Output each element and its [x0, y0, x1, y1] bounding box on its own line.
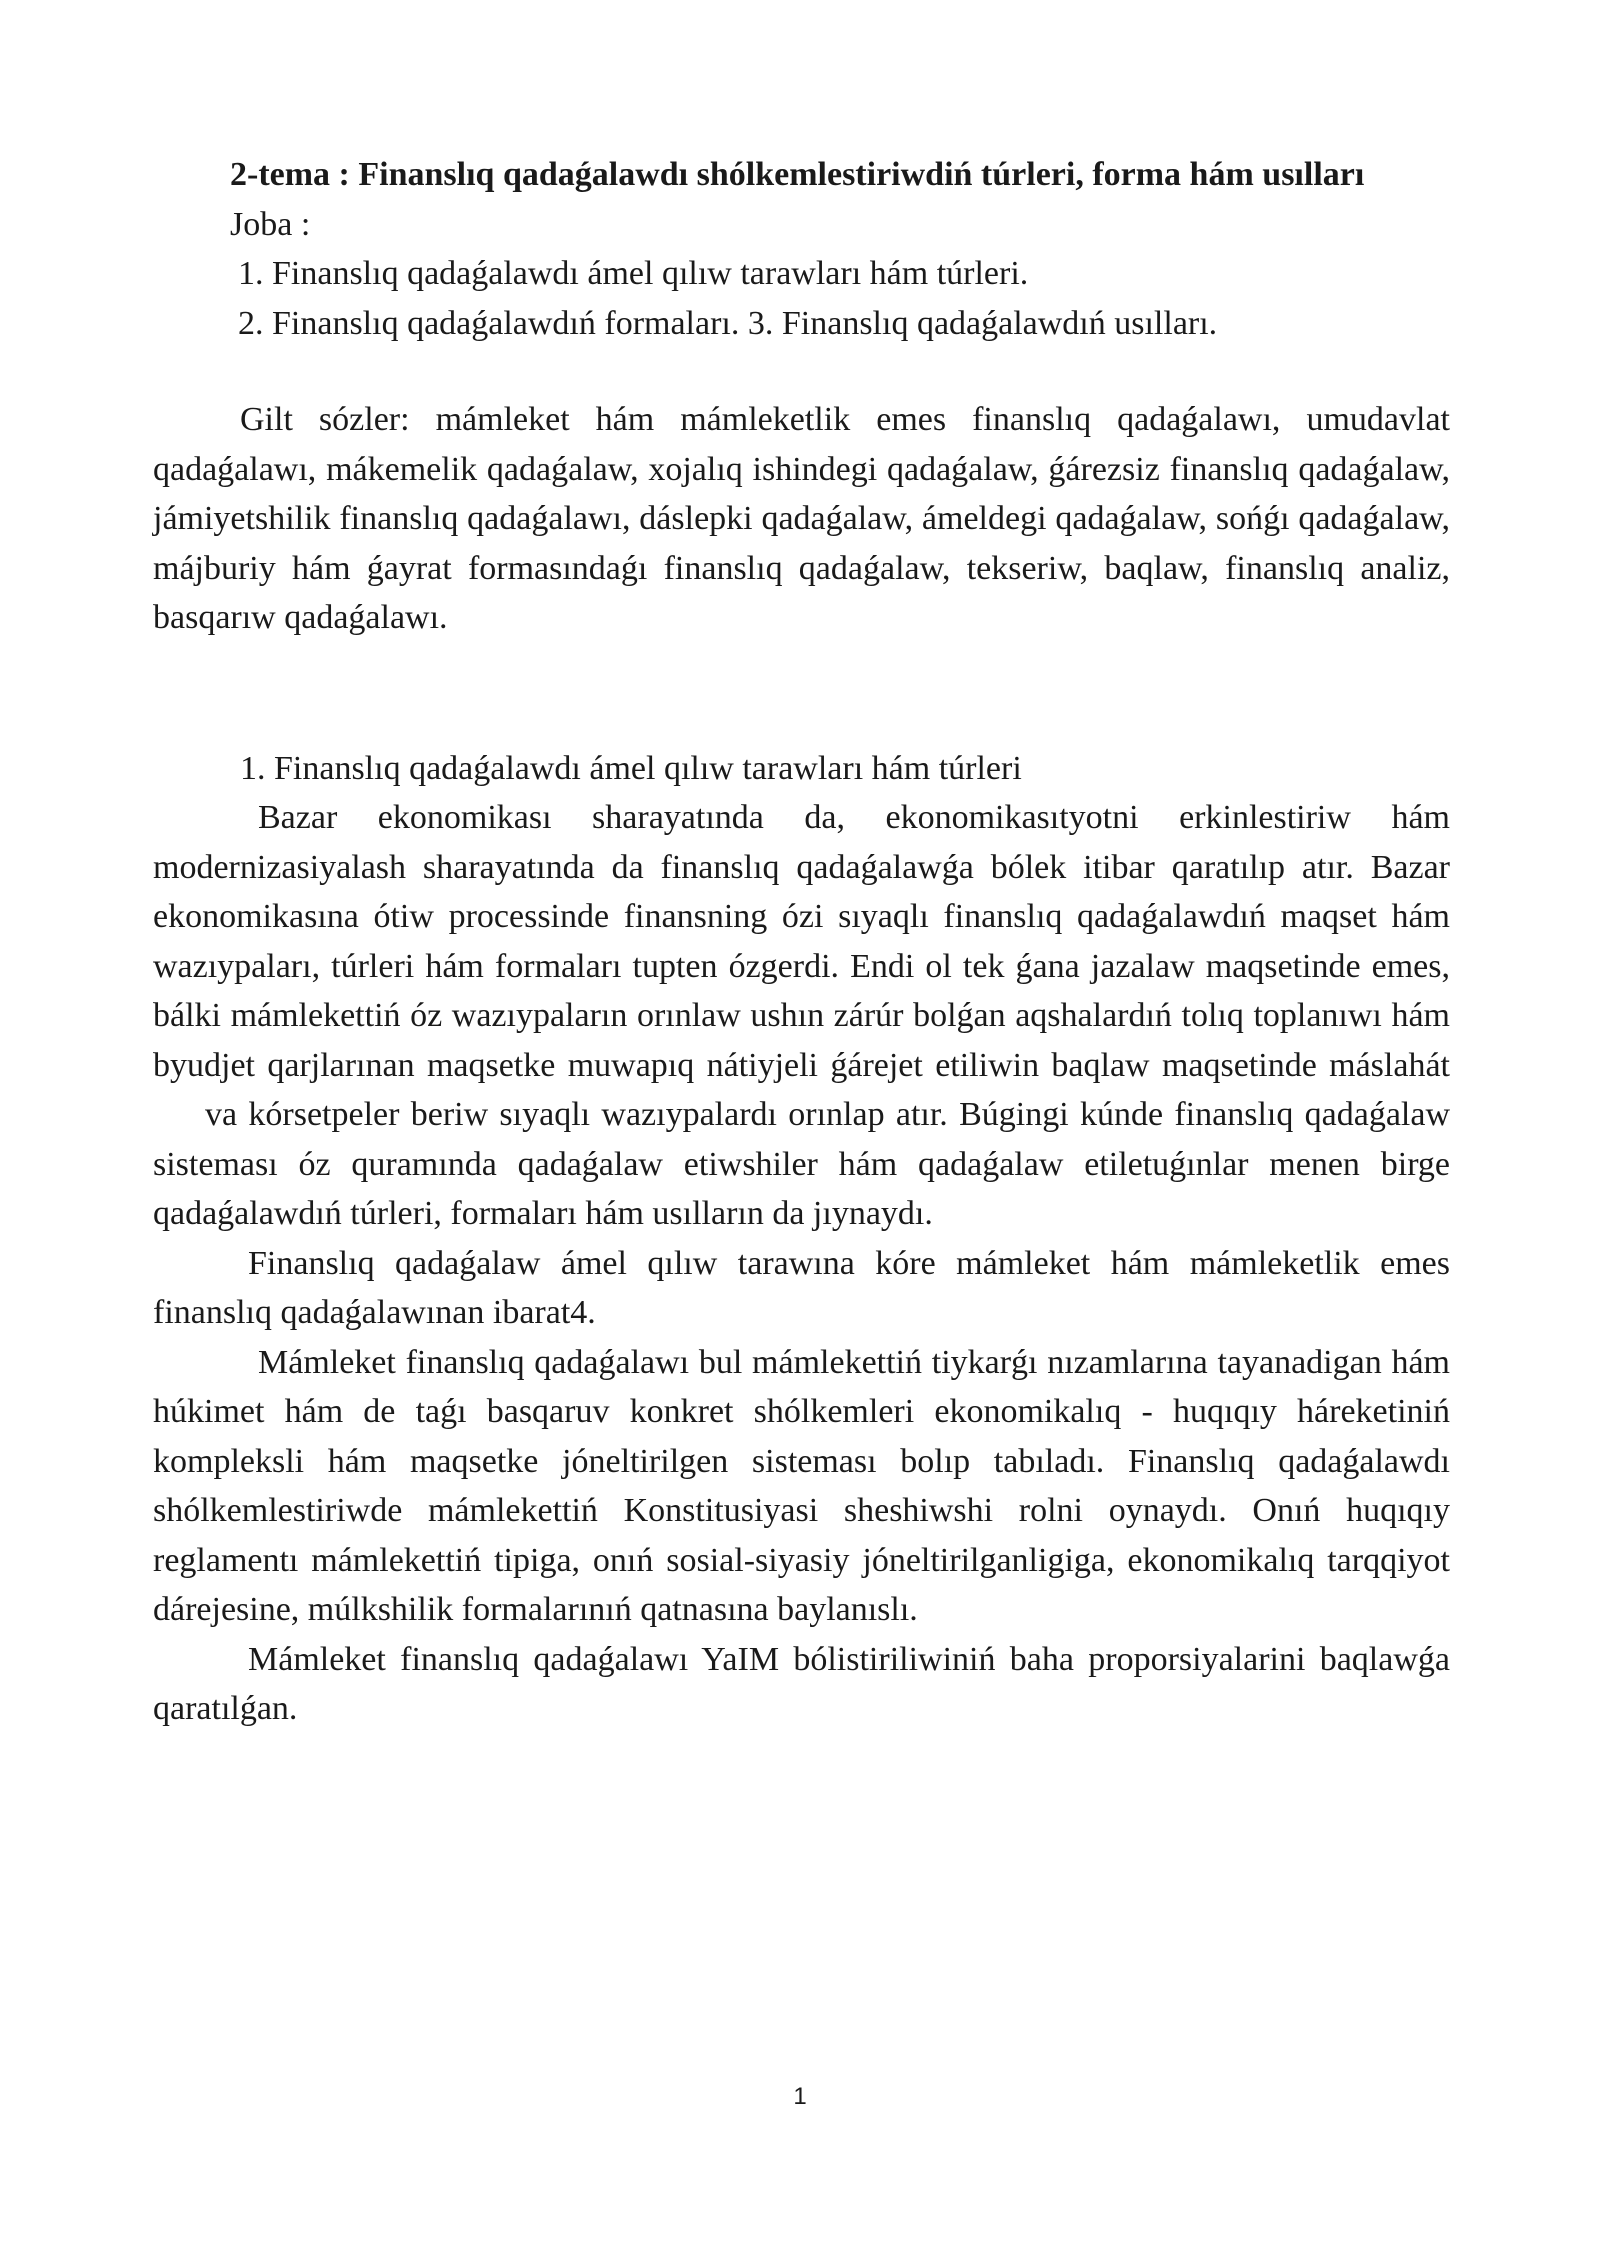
- body-paragraph-1-part-a: Bazar ekonomikası sharayatında da, ekonomikasıtyotni erkinlestiriw hám modernizasiyalash sharayatında da finanslıq qadaǵalawǵa bólek itibar qaratılıp atır. Bazar ekonomikasına ótiw processinde finansning ózi sıyaqlı finanslıq qadaǵalawdıń maqset hám wazıypaları, túrleri hám formaları tupten ózgerdi. Endi ol tek ǵana jazalaw maqsetinde emes, bálki mámlekettiń óz wazıypaların orınlaw ushın zárúr bolǵan aqshalardıń tolıq toplanıwı hám byudjet qarjlarınan maqsetke muwapıq nátiyjeli ǵárejet etiliwin baqlaw maqsetinde máslahát: [153, 799, 1450, 1084]
- plan-item-1: 1. Finanslıq qadaǵalawdı ámel qılıw tarawları hám túrleri.: [238, 255, 1029, 292]
- body-paragraph-1: [153, 793, 1450, 1239]
- page-number: 1: [793, 2083, 807, 2110]
- plan-label: Joba :: [230, 205, 311, 243]
- body-paragraph-4: Mámleket finanslıq qadaǵalawı YaIM bólistiriliwiniń baha proporsiyalarini baqlawǵa qaratılǵan.: [153, 1640, 1450, 1727]
- body-paragraph-1-part-b: va kórsetpeler beriw sıyaqlı wazıypalardı orınlap atır. Búgingi kúnde finanslıq qadaǵalaw sisteması óz quramında qadaǵalaw etiwshiler hám qadaǵalaw etiletuǵınlar menen birge qadaǵalawdıń túrleri, formaları hám usılların da jıynaydı.: [153, 1096, 1450, 1232]
- page-content: [153, 150, 1450, 1734]
- body-paragraph-2: Finanslıq qadaǵalaw ámel qılıw tarawına kóre mámleket hám mámleketlik emes finanslıq qadaǵalawınan ibarat4.: [153, 1244, 1450, 1331]
- document-title: 2-tema : Finanslıq qadaǵalawdı shólkemlestiriwdiń túrleri, forma hám usılları: [230, 156, 1365, 193]
- body-paragraph-3: Mámleket finanslıq qadaǵalawı bul mámlekettiń tiykarǵı nızamlarına tayanadigan hám húkimet hám de taǵı basqaruv konkret shólkemleri ekonomikalıq - huqıqıy háreketiniń kompleksli hám maqsetke jóneltirilgen sisteması bolıp tabıladı. Finanslıq qadaǵalawdı shólkemlestiriwde mámlekettiń Konstitusiyasi sheshiwshi rolni oynaydı. Onıń huqıqıy reglamentı mámlekettiń tipiga, onıń sosial-siyasiy jóneltirilganligiga, ekonomikalıq tarqqiyot dárejesine, múlkshilik formalarınıń qatnasına baylanıslı.: [153, 1343, 1450, 1628]
- plan-item-2: 2. Finanslıq qadaǵalawdıń formaları. 3. Finanslıq qadaǵalawdıń usılları.: [238, 304, 1218, 342]
- keywords-paragraph: Gilt sózler: mámleket hám mámleketlik emes finanslıq qadaǵalawı, umudavlat qadaǵalawı, mákemelik qadaǵalaw, xojalıq ishindegi qadaǵalaw, ǵárezsiz finanslıq qadaǵalaw, jámiyetshilik finanslıq qadaǵalawı, dáslepki qadaǵalaw, ámeldegi qadaǵalaw, sońǵı qadaǵalaw, májburiy hám ǵayrat formasındaǵı finanslıq qadaǵalaw, tekseriw, baqlaw, finanslıq analiz, basqarıw qadaǵalawı.: [153, 401, 1450, 636]
- section-heading: 1. Finanslıq qadaǵalawdı ámel qılıw tarawları hám túrleri: [240, 749, 1022, 787]
